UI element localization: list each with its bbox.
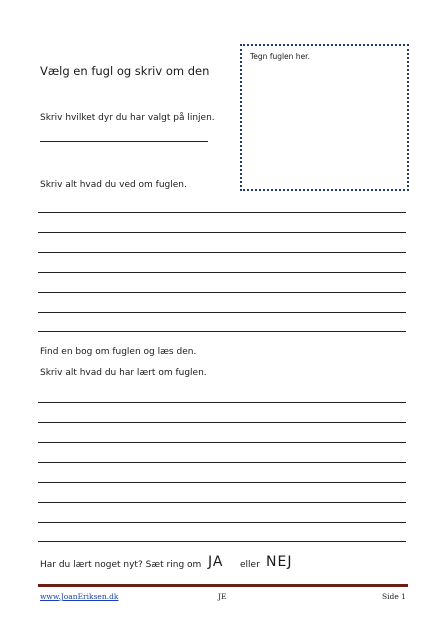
writing-line[interactable] xyxy=(38,232,406,233)
writing-line[interactable] xyxy=(38,522,406,523)
writing-line[interactable] xyxy=(38,541,406,542)
choice-or-label: eller xyxy=(240,560,260,570)
writing-line[interactable] xyxy=(38,212,406,213)
footer-divider xyxy=(38,584,408,587)
drawing-box-label: Tegn fuglen her. xyxy=(250,52,310,61)
writing-line[interactable] xyxy=(38,252,406,253)
writing-line[interactable] xyxy=(38,422,406,423)
instruction-animal: Skriv hvilket dyr du har valgt på linjen. xyxy=(40,113,215,123)
choice-yes[interactable]: JA xyxy=(208,554,224,570)
writing-line[interactable] xyxy=(38,292,406,293)
writing-line[interactable] xyxy=(38,462,406,463)
instruction-book: Find en bog om fuglen og læs den. xyxy=(40,347,197,357)
writing-line[interactable] xyxy=(38,482,406,483)
footer-page-number: Side 1 xyxy=(382,592,406,601)
question-learned: Har du lært noget nyt? Sæt ring om xyxy=(40,560,202,570)
animal-answer-line[interactable] xyxy=(40,141,208,142)
instruction-learned: Skriv alt hvad du har lært om fuglen. xyxy=(40,368,207,378)
footer-website-link[interactable]: www.JoanEriksen.dk xyxy=(40,592,119,601)
writing-line[interactable] xyxy=(38,312,406,313)
worksheet-title: Vælg en fugl og skriv om den xyxy=(40,64,210,78)
writing-line[interactable] xyxy=(38,272,406,273)
drawing-box[interactable] xyxy=(240,44,409,191)
writing-line[interactable] xyxy=(38,442,406,443)
writing-line[interactable] xyxy=(38,402,406,403)
choice-no[interactable]: NEJ xyxy=(266,554,293,570)
writing-line[interactable] xyxy=(38,331,406,332)
instruction-know: Skriv alt hvad du ved om fuglen. xyxy=(40,180,187,190)
footer-initials: JE xyxy=(218,592,227,601)
writing-line[interactable] xyxy=(38,502,406,503)
